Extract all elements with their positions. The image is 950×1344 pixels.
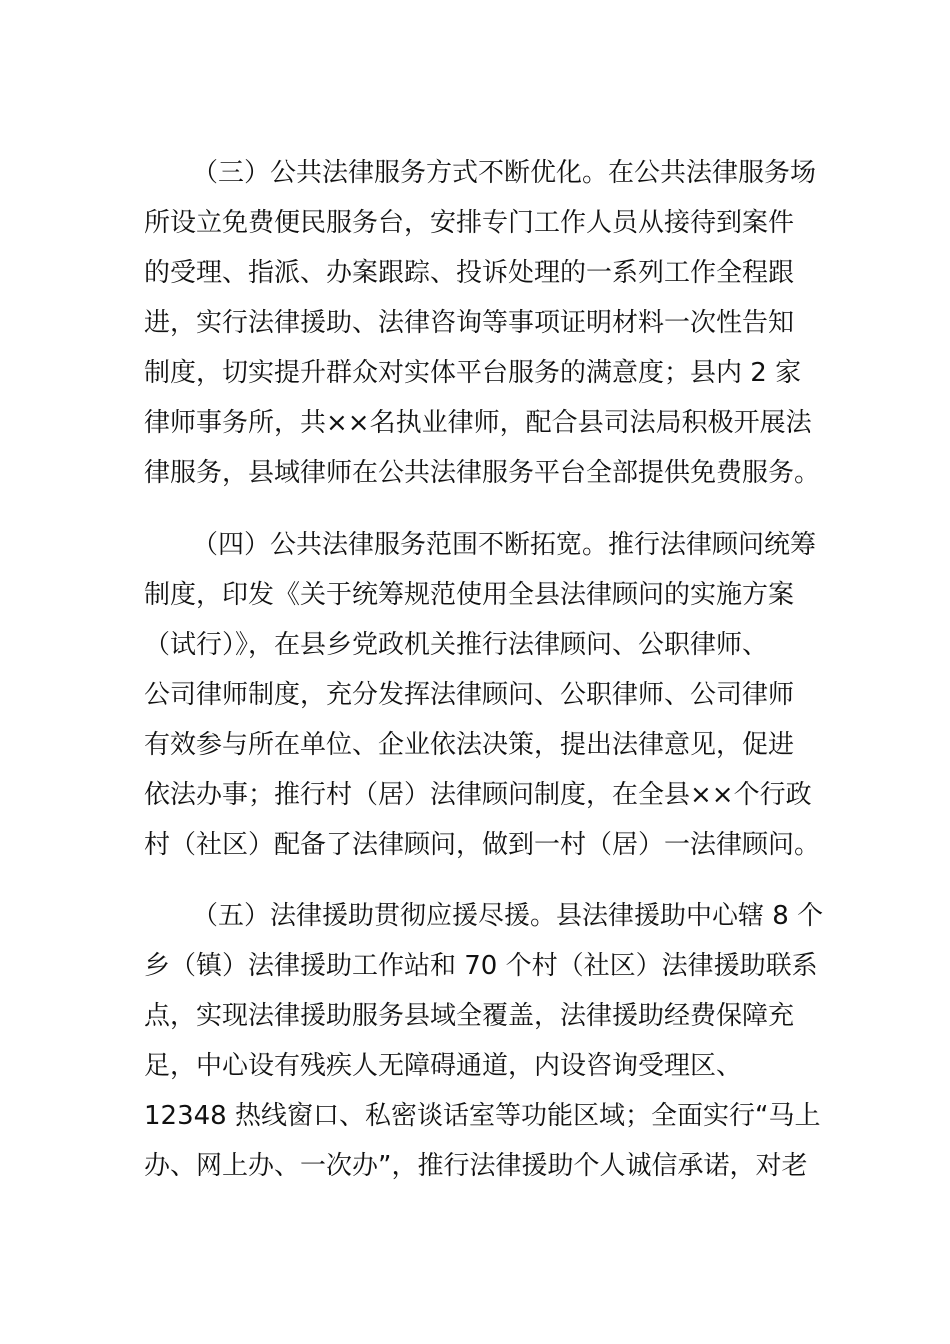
- paragraph-line: 律服务，县域律师在公共法律服务平台全部提供免费服务。: [144, 458, 821, 488]
- paragraph-line: （试行）》，在县乡党政机关推行法律顾问、公职律师、: [144, 630, 769, 660]
- paragraph-line: 依法办事；推行村（居）法律顾问制度，在全县××个行政: [144, 780, 812, 810]
- paragraph-line: 有效参与所在单位、企业依法决策，提出法律意见，促进: [144, 730, 795, 760]
- paragraph-line: 制度，印发《关于统筹规范使用全县法律顾问的实施方案: [144, 580, 795, 610]
- paragraph-line: 制度，切实提升群众对实体平台服务的满意度；县内 2 家: [144, 358, 802, 388]
- paragraph-line: （五）法律援助贯彻应援尽援。县法律援助中心辖 8 个: [192, 901, 824, 931]
- paragraph-line: 办、网上办、一次办”，推行法律援助个人诚信承诺，对老: [144, 1151, 808, 1181]
- paragraph-line: 乡（镇）法律援助工作站和 70 个村（社区）法律援助联系: [144, 951, 818, 981]
- paragraph-line: 律师事务所，共××名执业律师，配合县司法局积极开展法: [144, 408, 812, 438]
- paragraph-line: 所设立免费便民服务台，安排专门工作人员从接待到案件: [144, 208, 795, 238]
- paragraph-line: 12348 热线窗口、私密谈话室等功能区域；全面实行“马上: [144, 1101, 821, 1131]
- paragraph-line: （四）公共法律服务范围不断拓宽。推行法律顾问统筹: [192, 530, 817, 560]
- paragraph-line: 进，实行法律援助、法律咨询等事项证明材料一次性告知: [144, 308, 795, 338]
- paragraph-line: 公司律师制度，充分发挥法律顾问、公职律师、公司律师: [144, 680, 795, 710]
- paragraph-line: （三）公共法律服务方式不断优化。在公共法律服务场: [192, 158, 817, 188]
- paragraph-line: 足，中心设有残疾人无障碍通道，内设咨询受理区、: [144, 1051, 743, 1081]
- paragraph-line: 村（社区）配备了法律顾问，做到一村（居）一法律顾问。: [144, 830, 821, 860]
- paragraph-line: 的受理、指派、办案跟踪、投诉处理的一系列工作全程跟: [144, 258, 795, 288]
- paragraph-line: 点，实现法律援助服务县域全覆盖，法律援助经费保障充: [144, 1001, 795, 1031]
